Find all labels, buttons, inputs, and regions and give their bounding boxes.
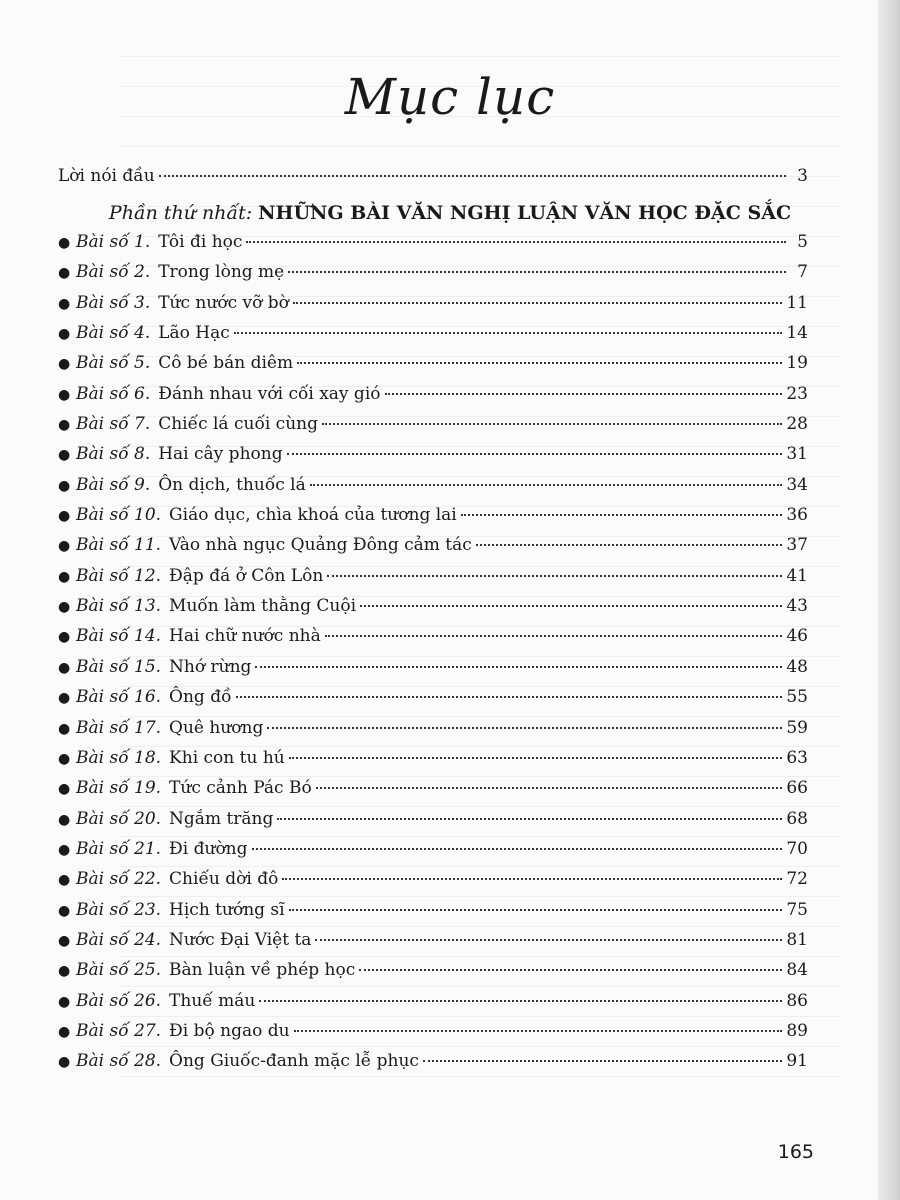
dot-leader [259, 1000, 782, 1002]
entry-page: 81 [786, 929, 808, 950]
entry-title: Chiếu dời đô [169, 869, 279, 890]
preface-page: 3 [797, 166, 808, 186]
toc-list [58, 232, 808, 1082]
preface-entry [58, 166, 808, 186]
entry-title: Ôn dịch, thuốc lá [158, 474, 306, 495]
entry-number: Bài số 5. [76, 353, 151, 374]
toc-entry [58, 809, 808, 839]
toc-entry [58, 323, 808, 353]
toc-entry [58, 414, 808, 444]
entry-page: 34 [786, 474, 808, 495]
toc-entry [58, 353, 808, 383]
toc-entry [58, 960, 808, 990]
section-title: NHỮNG BÀI VĂN NGHỊ LUẬN VĂN HỌC ĐẶC SẮC [258, 202, 792, 224]
toc-entry [58, 444, 808, 474]
toc-entry [58, 596, 808, 626]
dot-leader [289, 757, 783, 759]
entry-number: Bài số 21. [76, 838, 162, 859]
entry-page: 31 [786, 444, 808, 465]
toc-entry [58, 1021, 808, 1051]
bullet-icon: ● [58, 326, 71, 343]
dot-leader [236, 696, 783, 698]
entry-page: 63 [786, 747, 808, 768]
dot-leader [294, 1030, 783, 1032]
entry-page: 28 [786, 414, 808, 435]
entry-title: Trong lòng mẹ [158, 262, 285, 283]
toc-entry [58, 778, 808, 808]
dot-leader [252, 848, 783, 850]
entry-page: 11 [786, 292, 808, 313]
preface-label: Lời nói đầu [58, 166, 155, 186]
entry-number: Bài số 23. [76, 899, 162, 920]
bullet-icon: ● [58, 538, 71, 555]
entry-title: Ông Giuốc-đanh mặc lễ phục [169, 1051, 419, 1072]
entry-number: Bài số 26. [76, 990, 162, 1011]
entry-number: Bài số 27. [76, 1020, 162, 1041]
entry-number: Bài số 16. [76, 687, 162, 708]
entry-number: Bài số 3. [76, 292, 151, 313]
entry-title: Nước Đại Việt ta [169, 929, 312, 950]
bullet-icon: ● [58, 841, 71, 858]
entry-page: 36 [786, 505, 808, 526]
toc-entry [58, 475, 808, 505]
toc-entry [58, 384, 808, 414]
entry-title: Bàn luận về phép học [169, 960, 356, 981]
page-edge-shadow [878, 0, 900, 1200]
entry-title: Ngắm trăng [169, 808, 274, 829]
entry-page: 75 [786, 899, 808, 920]
bullet-icon: ● [58, 932, 71, 949]
bullet-icon: ● [58, 599, 71, 616]
dot-leader [289, 909, 783, 911]
entry-page: 66 [786, 778, 808, 799]
entry-title: Đập đá ở Côn Lôn [169, 565, 324, 586]
toc-entry [58, 657, 808, 687]
entry-page: 37 [786, 535, 808, 556]
entry-number: Bài số 7. [76, 414, 151, 435]
entry-number: Bài số 15. [76, 656, 162, 677]
entry-page: 84 [786, 960, 808, 981]
entry-number: Bài số 1. [76, 232, 151, 252]
entry-number: Bài số 12. [76, 565, 162, 586]
bullet-icon: ● [58, 993, 71, 1010]
entry-title: Giáo dục, chìa khoá của tương lai [169, 505, 457, 526]
entry-title: Vào nhà ngục Quảng Đông cảm tác [169, 535, 472, 556]
entry-page: 23 [786, 383, 808, 404]
toc-entry [58, 930, 808, 960]
dot-leader [322, 423, 782, 425]
entry-page: 43 [786, 596, 808, 617]
dot-leader [159, 175, 786, 177]
dot-leader [288, 271, 786, 273]
entry-number: Bài số 9. [76, 474, 151, 495]
bullet-icon: ● [58, 629, 71, 646]
toc-entry [58, 505, 808, 535]
toc-entry [58, 869, 808, 899]
toc-heading: Mục lục [344, 68, 556, 126]
entry-title: Đi đường [169, 838, 248, 859]
entry-number: Bài số 14. [76, 626, 162, 647]
dot-leader [282, 878, 782, 880]
bullet-icon: ● [58, 750, 71, 767]
entry-page: 5 [797, 232, 808, 252]
bullet-icon: ● [58, 235, 71, 251]
entry-title: Muốn làm thằng Cuội [169, 596, 357, 617]
entry-page: 72 [786, 869, 808, 890]
entry-number: Bài số 19. [76, 778, 162, 799]
entry-number: Bài số 25. [76, 960, 162, 981]
bullet-icon: ● [58, 568, 71, 585]
entry-number: Bài số 6. [76, 383, 151, 404]
entry-title: Đi bộ ngao du [169, 1020, 290, 1041]
entry-page: 7 [797, 262, 808, 283]
entry-number: Bài số 11. [76, 535, 162, 556]
dot-leader [316, 787, 783, 789]
toc-entry [58, 900, 808, 930]
dot-leader [255, 666, 782, 668]
entry-number: Bài số 4. [76, 323, 151, 344]
dot-leader [359, 969, 782, 971]
bullet-icon: ● [58, 1054, 71, 1071]
entry-number: Bài số 28. [76, 1051, 162, 1072]
dot-leader [325, 635, 783, 637]
toc-entry [58, 839, 808, 869]
entry-number: Bài số 20. [76, 808, 162, 829]
section-heading [0, 202, 900, 224]
dot-leader [385, 393, 783, 395]
entry-number: Bài số 18. [76, 747, 162, 768]
entry-number: Bài số 2. [76, 262, 151, 283]
entry-number: Bài số 10. [76, 505, 162, 526]
dot-leader [327, 575, 782, 577]
entry-title: Lão Hạc [158, 323, 230, 344]
bullet-icon: ● [58, 659, 71, 676]
toc-entry [58, 748, 808, 778]
dot-leader [315, 939, 782, 941]
toc-entry [58, 718, 808, 748]
entry-page: 70 [786, 838, 808, 859]
entry-number: Bài số 17. [76, 717, 162, 738]
bullet-icon: ● [58, 417, 71, 434]
bullet-icon: ● [58, 690, 71, 707]
bullet-icon: ● [58, 963, 71, 980]
bullet-icon: ● [58, 1023, 71, 1040]
entry-page: 68 [786, 808, 808, 829]
dot-leader [234, 332, 783, 334]
dot-leader [360, 605, 782, 607]
dot-leader [277, 818, 782, 820]
bullet-icon: ● [58, 811, 71, 828]
toc-entry [58, 262, 808, 292]
toc-entry [58, 566, 808, 596]
toc-entry [58, 991, 808, 1021]
entry-number: Bài số 8. [76, 444, 151, 465]
entry-page: 41 [786, 565, 808, 586]
entry-number: Bài số 13. [76, 596, 162, 617]
bullet-icon: ● [58, 447, 71, 464]
entry-page: 86 [786, 990, 808, 1011]
dot-leader [246, 241, 786, 243]
toc-entry [58, 687, 808, 717]
toc-entry [58, 293, 808, 323]
page-number: 165 [777, 1141, 814, 1163]
entry-page: 46 [786, 626, 808, 647]
entry-title: Thuế máu [169, 990, 256, 1011]
dot-leader [267, 727, 782, 729]
dot-leader [461, 514, 783, 516]
bullet-icon: ● [58, 872, 71, 889]
bullet-icon: ● [58, 781, 71, 798]
entry-page: 19 [786, 353, 808, 374]
entry-title: Tức cảnh Pác Bó [169, 778, 312, 799]
bullet-icon: ● [58, 902, 71, 919]
entry-title: Ông đồ [169, 687, 232, 708]
dot-leader [423, 1060, 782, 1062]
dot-leader [297, 362, 782, 364]
entry-page: 91 [786, 1051, 808, 1072]
bullet-icon: ● [58, 477, 71, 494]
entry-title: Cô bé bán diêm [158, 353, 294, 374]
bullet-icon: ● [58, 356, 71, 373]
bullet-icon: ● [58, 386, 71, 403]
entry-page: 14 [786, 323, 808, 344]
entry-page: 89 [786, 1020, 808, 1041]
entry-title: Quê hương [169, 717, 264, 738]
dot-leader [293, 302, 783, 304]
bullet-icon: ● [58, 720, 71, 737]
section-prefix: Phần thứ nhất: [108, 202, 253, 224]
entry-title: Khi con tu hú [169, 747, 285, 768]
entry-title: Tức nước vỡ bờ [158, 292, 289, 313]
entry-title: Hai cây phong [158, 444, 283, 465]
toc-entry [58, 626, 808, 656]
toc-entry [58, 232, 808, 262]
dot-leader [476, 544, 783, 546]
entry-page: 59 [786, 717, 808, 738]
entry-title: Đánh nhau với cối xay gió [158, 383, 381, 404]
entry-page: 55 [786, 687, 808, 708]
entry-title: Hịch tướng sĩ [169, 899, 285, 920]
entry-page: 48 [786, 656, 808, 677]
bullet-icon: ● [58, 508, 71, 525]
entry-title: Nhớ rừng [169, 656, 252, 677]
toc-entry [58, 1051, 808, 1081]
toc-entry [58, 535, 808, 565]
entry-number: Bài số 24. [76, 929, 162, 950]
bullet-icon: ● [58, 295, 71, 312]
entry-title: Chiếc lá cuối cùng [158, 414, 318, 435]
entry-title: Hai chữ nước nhà [169, 626, 321, 647]
bullet-icon: ● [58, 265, 71, 282]
dot-leader [287, 453, 783, 455]
dot-leader [310, 484, 783, 486]
entry-title: Tôi đi học [158, 232, 243, 252]
entry-number: Bài số 22. [76, 869, 162, 890]
